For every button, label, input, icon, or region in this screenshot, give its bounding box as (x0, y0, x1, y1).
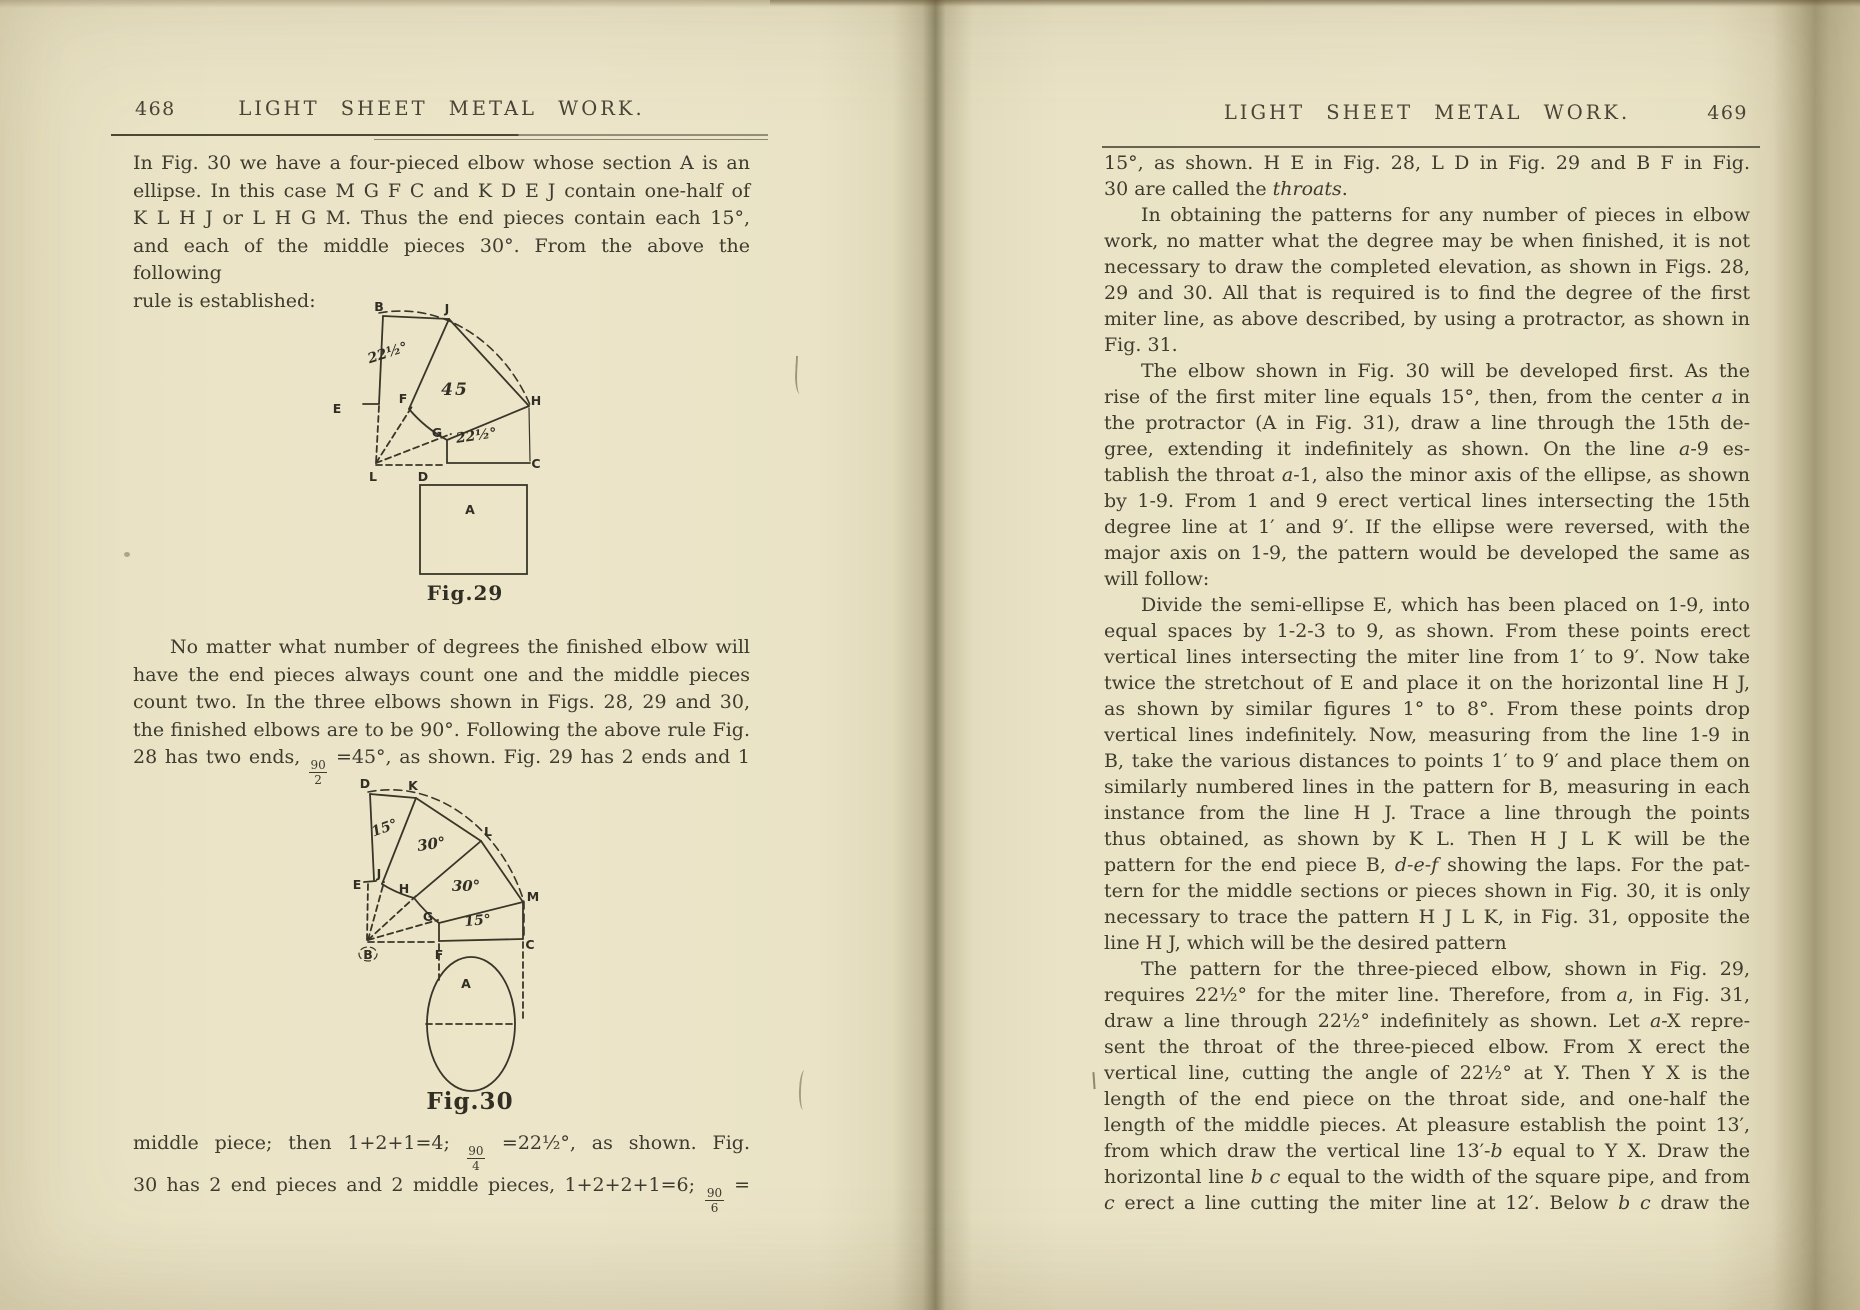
text-line: No matter what number of degrees the finished elbow will (170, 636, 750, 658)
fig29-label-H: H (530, 393, 542, 408)
text-line: rule is established: (133, 289, 316, 312)
left-paragraph-2 (133, 634, 750, 786)
right-header-rule (1102, 146, 1760, 148)
scan-artifact (124, 552, 130, 557)
left-page-number: 468 (135, 98, 176, 120)
fig29-angle-top: 22½° (365, 339, 410, 368)
text-line: The pattern for the three-pieced elbow, shown in Fig. 29, (1141, 958, 1750, 980)
text-line: In Fig. 30 we have a four-pieced elbow whose section A is an (133, 152, 750, 174)
text-line: pattern for the end piece B, d-e-f showing the laps. For the pat- (1104, 854, 1751, 876)
scan-artifact (1092, 1072, 1098, 1089)
text-line: from which draw the vertical line 13′-b equal to Y X. Draw the (1104, 1140, 1750, 1162)
text-line: similarly numbered lines in the pattern for B, measuring in each (1104, 776, 1750, 798)
text-line: have the end pieces always count one and the middle pieces (133, 663, 750, 686)
left-paragraph-3 (133, 1130, 750, 1214)
text-line: miter line, as above described, by using a protractor, as shown in (1104, 308, 1750, 330)
text-line: 29 and 30. All that is required is to find the degree of the first (1104, 282, 1750, 304)
text-line: rise of the first miter line equals 15°, then, from the center a in (1104, 386, 1750, 408)
fig30-angle-2: 30° (416, 833, 447, 855)
text-line: draw a line through 22½° indefinitely as shown. Let a-X repre- (1104, 1010, 1751, 1032)
fig29-label-G: G (431, 425, 443, 440)
text-line: middle piece; then 1+2+1=4; $\frac{90}{4}$ =22½°, as shown. Fig. (133, 1132, 750, 1173)
fig30-label-B: B (363, 947, 373, 962)
fig30-label-F: F (434, 947, 444, 962)
text-line: line H J, which will be the desired pattern (1104, 932, 1507, 954)
left-paragraph-1 (133, 150, 750, 315)
stacked-fraction: $\frac{90}{4}$ (468, 1144, 484, 1173)
text-line: 15°, as shown. H E in Fig. 28, L D in Fig. 29 and B F in Fig. (1104, 152, 1750, 174)
fig29-label-A: A (465, 502, 475, 517)
text-line: 30 has 2 end pieces and 2 middle pieces, 1+2+2+1=6; $\frac{90}{6}$ = (133, 1174, 750, 1215)
text-line: The elbow shown in Fig. 30 will be developed first. As the (1141, 360, 1750, 382)
figure-30 (338, 772, 570, 1117)
right-text-column (1104, 150, 1750, 1216)
fig30-label-L: L (484, 824, 492, 839)
fig29-label-J: J (444, 301, 450, 316)
text-line: 30 are called the throats. (1104, 178, 1348, 200)
fig30-label-A: A (461, 976, 471, 991)
text-line: equal spaces by 1-2-3 to 9, as shown. From these points erect (1104, 620, 1750, 642)
fig29-label-C: C (531, 456, 541, 471)
fig30-angle-3: 30° (451, 877, 481, 895)
fig30-angle-4: 15° (463, 911, 492, 931)
text-line: B, take the various distances to points 1′ to 9′ and place them on (1104, 750, 1750, 772)
text-line: instance from the line H J. Trace a line through the points (1104, 802, 1750, 824)
text-line: will follow: (1104, 568, 1210, 590)
text-line: tablish the throat a-1, also the minor axis of the ellipse, as shown (1104, 464, 1751, 486)
text-line: requires 22½° for the miter line. Therefore, from a, in Fig. 31, (1104, 984, 1750, 1006)
fig29-angle-middle: 45 (441, 380, 469, 400)
text-line: In obtaining the patterns for any number of pieces in elbow (1141, 204, 1750, 226)
text-line: necessary to draw the completed elevation, as shown in Figs. 28, (1104, 256, 1750, 278)
right-paragraph-4 (1104, 592, 1750, 956)
text-line: tern for the middle sections or pieces shown in Fig. 30, it is only (1104, 880, 1750, 902)
scan-top-edge-shadow (770, 0, 1860, 6)
text-line: by 1-9. From 1 and 9 erect vertical lines intersecting the 15th (1104, 490, 1750, 512)
left-page-header (133, 97, 750, 127)
text-line: sent the throat of the three-pieced elbow. From X erect the (1104, 1036, 1750, 1058)
text-line: Divide the semi-ellipse E, which has been placed on 1-9, into (1141, 594, 1750, 616)
fig29-label-B: B (374, 299, 384, 314)
text-line: and each of the middle pieces 30°. From the above the following (133, 234, 750, 284)
text-line: length of the middle pieces. At pleasure establish the point 13′, (1104, 1114, 1750, 1136)
fig30-label-G: G (422, 909, 434, 924)
figure-29 (325, 293, 555, 608)
text-line: thus obtained, as shown by K L. Then H J L K will be the (1104, 828, 1750, 850)
fig30-label-C: C (525, 937, 535, 952)
fig29-caption: Fig.29 (426, 581, 504, 605)
stacked-fraction: $\frac{90}{2}$ (310, 758, 326, 787)
fig30-label-D: D (359, 776, 371, 791)
fig29-label-F: F (398, 391, 408, 406)
left-header-rule (111, 134, 768, 140)
fig30-label-M: M (526, 889, 540, 904)
text-line: the finished elbows are to be 90°. Following the above rule Fig. (133, 718, 750, 741)
text-line: K L H J or L H G M. Thus the end pieces contain each 15°, (133, 207, 750, 229)
right-paragraph-1 (1104, 150, 1750, 202)
text-line: major axis on 1-9, the pattern would be developed the same as (1104, 542, 1750, 564)
text-line: ellipse. In this case M G F C and K D E J contain one-half of (133, 179, 750, 202)
text-line: Fig. 31. (1104, 334, 1178, 356)
text-line: vertical line, cutting the angle of 22½° at Y. Then Y X is the (1104, 1062, 1750, 1084)
text-line: vertical lines indefinitely. Now, measuring from the line 1-9 in (1104, 724, 1750, 746)
right-paragraph-5 (1104, 956, 1750, 1216)
fig30-label-E: E (352, 877, 362, 892)
text-line: length of the end piece on the throat side, and one-half the (1104, 1088, 1750, 1110)
fig30-label-H: H (398, 881, 410, 896)
fig29-label-D: D (417, 469, 429, 484)
fig29-label-E: E (332, 401, 342, 416)
fig30-caption: Fig.30 (426, 1088, 514, 1115)
fig30-label-J: J (376, 866, 382, 881)
text-line: 28 has two ends, $\frac{90}{2}$ =45°, as shown. Fig. 29 has 2 ends and 1 (133, 746, 750, 787)
right-page-number: 469 (1707, 102, 1748, 124)
text-line: degree line at 1′ and 9′. If the ellipse were reversed, with the (1104, 516, 1750, 538)
scan-artifact (798, 1070, 809, 1110)
fig30-labels (353, 776, 540, 1115)
text-line: work, no matter what the degree may be when finished, it is not (1104, 230, 1750, 252)
right-page-header (1104, 101, 1750, 131)
text-line: horizontal line b c equal to the width of the square pipe, and from (1104, 1166, 1750, 1188)
fig30-angle-1: 15° (369, 816, 400, 841)
text-line: count two. In the three elbows shown in Figs. 28, 29 and 30, (133, 691, 750, 713)
right-running-title: LIGHT SHEET METAL WORK. (1223, 101, 1631, 124)
fig30-label-K: K (408, 778, 418, 793)
fig29-label-L: L (369, 469, 377, 484)
text-line: c erect a line cutting the miter line at 12′. Below b c draw the (1104, 1192, 1751, 1214)
right-paragraph-2 (1104, 202, 1750, 358)
stacked-fraction: $\frac{90}{6}$ (706, 1186, 723, 1215)
right-paragraph-3 (1104, 358, 1750, 592)
scan-artifact (794, 356, 806, 394)
text-line: the protractor (A in Fig. 31), draw a line through the 15th de- (1104, 412, 1750, 434)
text-line: twice the stretchout of E and place it on the horizontal line H J, (1104, 672, 1750, 694)
text-line: vertical lines intersecting the miter line from 1′ to 9′. Now take (1104, 646, 1750, 668)
text-line: as shown by similar figures 1° to 8°. From these points drop (1104, 698, 1750, 720)
left-running-title: LIGHT SHEET METAL WORK. (238, 97, 645, 120)
fig29-angle-bottom: 22½° (454, 425, 498, 447)
text-line: gree, extending it indefinitely as shown. On the line a-9 es- (1104, 438, 1751, 460)
text-line: necessary to trace the pattern H J L K, in Fig. 31, opposite the (1104, 906, 1750, 928)
